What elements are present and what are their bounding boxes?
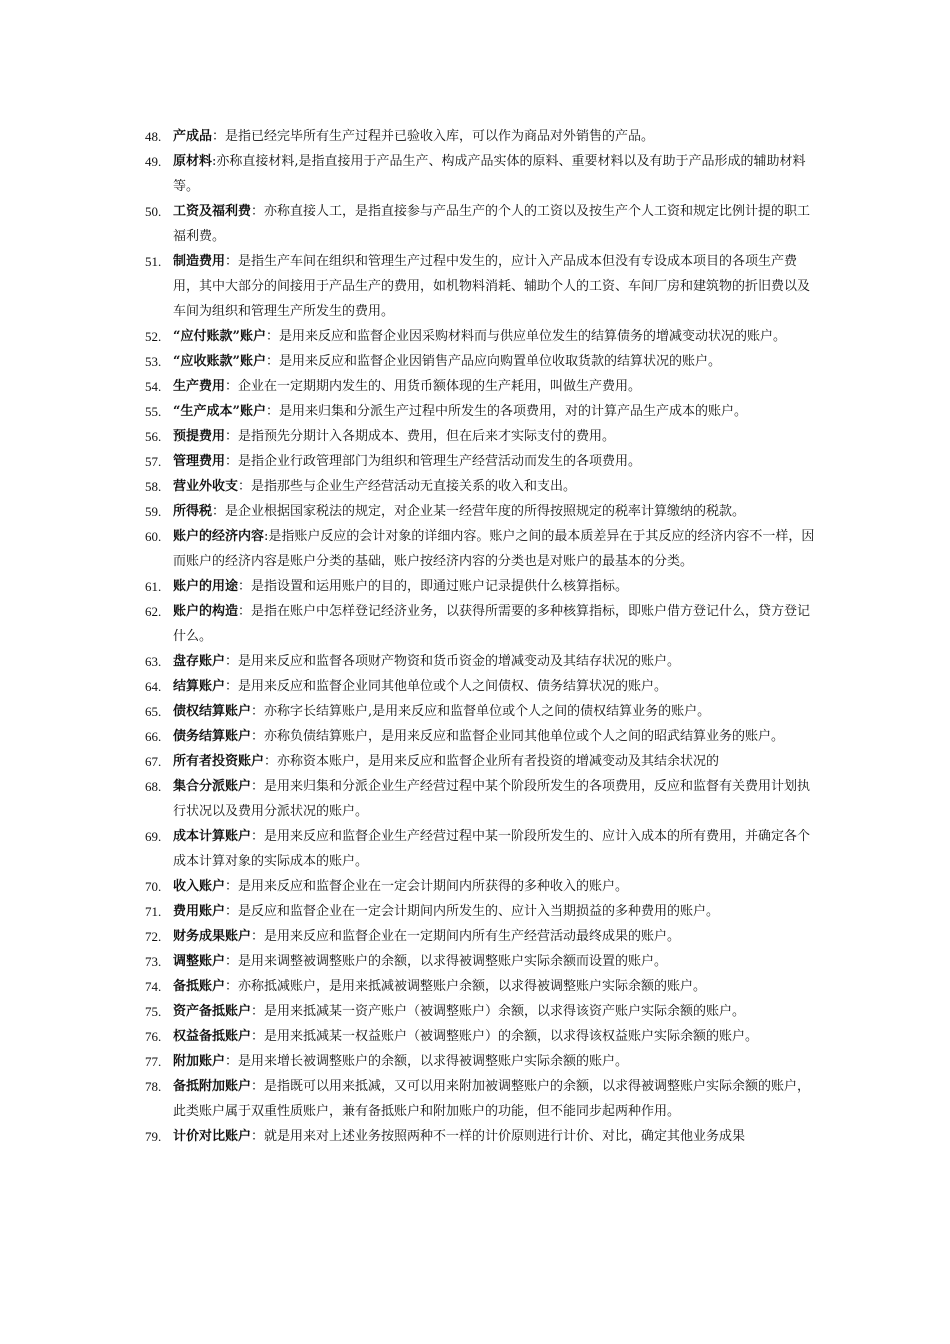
entry-term: 账户的构造	[173, 604, 239, 619]
glossary-entry	[145, 324, 815, 349]
entry-number: 67.	[145, 754, 162, 769]
glossary-entry	[145, 674, 815, 699]
entry-definition: 就是用来对上述业务按照两种不一样的计价原则进行计价、对比，确定其他业务成果	[264, 1129, 746, 1144]
entry-separator: ：	[225, 979, 239, 994]
entry-separator: ：	[212, 504, 226, 519]
glossary-entry	[145, 924, 815, 949]
entry-separator: ：	[225, 679, 239, 694]
entry-number: 79.	[145, 1129, 162, 1144]
entry-definition: 是指那些与企业生产经营活动无直接关系的收入和支出。	[251, 479, 577, 494]
entry-separator: ：	[225, 379, 239, 394]
entry-term: “生产成本”账户	[173, 404, 266, 419]
entry-number: 59.	[145, 504, 162, 519]
entry-term: 生产费用	[173, 379, 226, 394]
entry-separator: ：	[225, 1054, 239, 1069]
entry-term: 所得税	[173, 504, 213, 519]
entry-number: 71.	[145, 904, 162, 919]
glossary-entry	[145, 724, 815, 749]
entry-separator: ：	[238, 579, 252, 594]
entry-definition: 企业在一定期期内发生的、用货币额体现的生产耗用，叫做生产费用。	[238, 379, 642, 394]
entry-separator: ：	[251, 729, 265, 744]
entry-number: 56.	[145, 429, 162, 444]
entry-term: 计价对比账户	[173, 1129, 252, 1144]
entry-definition: 是指设置和运用账户的目的，即通过账户记录提供什么核算指标。	[251, 579, 629, 594]
glossary-entry	[145, 949, 815, 974]
glossary-entry	[145, 149, 815, 199]
entry-definition: 是用来归集和分派企业生产经营过程中某个阶段所发生的各项费用，反应和监督有关费用计划执行状况以及费用分派状况的账户。	[173, 779, 811, 819]
entry-term: 预提费用	[173, 429, 226, 444]
entry-definition: 是指账户反应的会计对象的详细内容。账户之间的最本质差异在于其反应的经济内容不一样，因而账户的经济内容是账户分类的基础，账户按经济内容的分类也是对账户的最基本的分类。	[173, 529, 815, 569]
glossary-entry	[145, 474, 815, 499]
entry-definition: 是用来抵减某一权益账户（被调整账户）的余额，以求得该权益账户实际余额的账户。	[264, 1029, 759, 1044]
entry-term: 原材料	[173, 154, 213, 169]
entry-number: 50.	[145, 204, 162, 219]
entry-term: 工资及福利费	[173, 204, 252, 219]
entry-definition: 是用来归集和分派生产过程中所发生的各项费用，对的计算产品生产成本的账户。	[278, 404, 747, 419]
entry-term: 费用账户	[173, 904, 226, 919]
entry-term: 制造费用	[173, 254, 226, 269]
glossary-entry	[145, 1074, 815, 1124]
entry-term: 权益备抵账户	[173, 1029, 252, 1044]
entry-term: 账户的经济内容	[173, 529, 265, 544]
glossary-entry	[145, 649, 815, 674]
entry-number: 57.	[145, 454, 162, 469]
entry-separator: ：	[251, 1079, 265, 1094]
glossary-entry	[145, 824, 815, 874]
entry-definition: 是指已经完毕所有生产过程并已验收入库，可以作为商品对外销售的产品。	[225, 129, 655, 144]
entry-definition: 是用来反应和监督各项财产物资和货币资金的增减变动及其结存状况的账户。	[238, 654, 681, 669]
entry-definition: 亦称直接人工，是指直接参与产品生产的个人的工资以及按生产个人工资和规定比例计提的职工福利费。	[173, 204, 811, 244]
entry-separator: :	[264, 529, 269, 544]
entry-term: 结算账户	[173, 679, 226, 694]
entry-number: 74.	[145, 979, 162, 994]
entry-number: 77.	[145, 1054, 162, 1069]
entry-term: 盘存账户	[173, 654, 226, 669]
entry-separator: :	[212, 154, 217, 169]
entry-separator: ：	[265, 354, 279, 369]
entry-number: 54.	[145, 379, 162, 394]
entry-separator: ：	[251, 1129, 265, 1144]
entry-term: 债务结算账户	[173, 729, 252, 744]
entry-term: 资产备抵账户	[173, 1004, 252, 1019]
entry-definition: 亦称直接材料,是指直接用于产品生产、构成产品实体的原料、重要材料以及有助于产品形成的辅助材料等。	[173, 154, 806, 194]
glossary-entry	[145, 699, 815, 724]
entry-number: 73.	[145, 954, 162, 969]
glossary-entry	[145, 999, 815, 1024]
entry-number: 70.	[145, 879, 162, 894]
entry-term: 所有者投资账户	[173, 754, 265, 769]
entry-number: 53.	[145, 354, 162, 369]
glossary-entry	[145, 1024, 815, 1049]
entry-separator: ：	[251, 704, 265, 719]
entry-separator: ：	[251, 1029, 265, 1044]
entry-definition: 是指既可以用来抵减，又可以用来附加被调整账户的余额，以求得被调整账户实际余额的账户，此类账户属于双重性质账户，兼有备抵账户和附加账户的功能，但不能同步起两种作用。	[173, 1079, 811, 1119]
entry-term: 财务成果账户	[173, 929, 252, 944]
glossary-entry	[145, 899, 815, 924]
entry-number: 48.	[145, 129, 162, 144]
entry-number: 76.	[145, 1029, 162, 1044]
entry-number: 49.	[145, 154, 162, 169]
entry-term: “应收账款”账户	[173, 354, 266, 369]
entry-number: 66.	[145, 729, 162, 744]
glossary-entry	[145, 249, 815, 324]
entry-separator: ：	[251, 1004, 265, 1019]
glossary-entry	[145, 399, 815, 424]
glossary-entry	[145, 1049, 815, 1074]
entry-separator: ：	[264, 754, 278, 769]
entry-number: 69.	[145, 829, 162, 844]
entry-term: 账户的用途	[173, 579, 239, 594]
entry-term: 附加账户	[173, 1054, 226, 1069]
entry-definition: 是指在账户中怎样登记经济业务，以获得所需要的多种核算指标，即账户借方登记什么，贷方登记什么。	[173, 604, 811, 644]
entry-definition: 是企业根据国家税法的规定，对企业某一经营年度的所得按照规定的税率计算缴纳的税款。	[225, 504, 746, 519]
entry-separator: ：	[225, 254, 239, 269]
entry-term: 管理费用	[173, 454, 226, 469]
entry-separator: ：	[265, 329, 279, 344]
entry-definition: 是用来反应和监督企业生产经营过程中某一阶段所发生的、应计入成本的所有费用，并确定各个成本计算对象的实际成本的账户。	[173, 829, 811, 869]
entry-term: 营业外收支	[173, 479, 239, 494]
glossary-entry	[145, 874, 815, 899]
entry-separator: ：	[265, 404, 279, 419]
entry-number: 78.	[145, 1079, 162, 1094]
entry-definition: 亦称字长结算账户,是用来反应和监督单位或个人之间的债权结算业务的账户。	[264, 704, 711, 719]
entry-term: 收入账户	[173, 879, 226, 894]
entry-term: 成本计算账户	[173, 829, 252, 844]
glossary-entry	[145, 1124, 815, 1149]
entry-definition: 是指企业行政管理部门为组织和管理生产经营活动而发生的各项费用。	[238, 454, 642, 469]
entry-definition: 是用来抵减某一资产账户（被调整账户）余额，以求得该资产账户实际余额的账户。	[264, 1004, 746, 1019]
entry-number: 60.	[145, 529, 162, 544]
glossary-entry	[145, 374, 815, 399]
entry-number: 55.	[145, 404, 162, 419]
glossary-list	[145, 124, 815, 1149]
entry-number: 64.	[145, 679, 162, 694]
entry-number: 61.	[145, 579, 162, 594]
glossary-entry	[145, 449, 815, 474]
entry-number: 75.	[145, 1004, 162, 1019]
entry-number: 62.	[145, 604, 162, 619]
entry-term: 产成品	[173, 129, 213, 144]
glossary-entry	[145, 574, 815, 599]
entry-separator: ：	[225, 879, 239, 894]
entry-definition: 是用来反应和监督企业在一定会计期间内所获得的多种收入的账户。	[238, 879, 629, 894]
entry-definition: 亦称抵减账户，是用来抵减被调整账户余额，以求得被调整账户实际余额的账户。	[238, 979, 707, 994]
glossary-entry	[145, 124, 815, 149]
entry-term: 备抵附加账户	[173, 1079, 252, 1094]
entry-separator: ：	[225, 454, 239, 469]
entry-separator: ：	[225, 904, 239, 919]
entry-separator: ：	[212, 129, 226, 144]
entry-definition: 是用来反应和监督企业在一定期间内所有生产经营活动最终成果的账户。	[264, 929, 681, 944]
entry-separator: ：	[225, 654, 239, 669]
entry-number: 51.	[145, 254, 162, 269]
entry-number: 68.	[145, 779, 162, 794]
entry-definition: 是用来增长被调整账户的余额，以求得被调整账户实际余额的账户。	[238, 1054, 629, 1069]
entry-number: 52.	[145, 329, 162, 344]
glossary-entry	[145, 749, 815, 774]
entry-term: “应付账款”账户	[173, 329, 266, 344]
entry-term: 调整账户	[173, 954, 226, 969]
glossary-entry	[145, 499, 815, 524]
entry-separator: ：	[238, 479, 252, 494]
entry-separator: ：	[238, 604, 252, 619]
entry-definition: 是用来反应和监督企业因采购材料而与供应单位发生的结算债务的增减变动状况的账户。	[278, 329, 786, 344]
glossary-entry	[145, 774, 815, 824]
entry-definition: 是指预先分期计入各期成本、费用，但在后来才实际支付的费用。	[238, 429, 616, 444]
glossary-entry	[145, 349, 815, 374]
entry-definition: 是用来反应和监督企业因销售产品应向购置单位收取货款的结算状况的账户。	[278, 354, 721, 369]
entry-number: 72.	[145, 929, 162, 944]
entry-definition: 是用来调整被调整账户的余额，以求得被调整账户实际余额而设置的账户。	[238, 954, 668, 969]
glossary-entry	[145, 524, 815, 574]
glossary-entry	[145, 424, 815, 449]
entry-term: 备抵账户	[173, 979, 226, 994]
glossary-entry	[145, 199, 815, 249]
entry-number: 65.	[145, 704, 162, 719]
entry-separator: ：	[251, 204, 265, 219]
entry-definition: 是反应和监督企业在一定会计期间内所发生的、应计入当期损益的多种费用的账户。	[238, 904, 720, 919]
entry-term: 债权结算账户	[173, 704, 252, 719]
entry-definition: 亦称负债结算账户，是用来反应和监督企业同其他单位或个人之间的昭武结算业务的账户。	[264, 729, 785, 744]
entry-number: 63.	[145, 654, 162, 669]
entry-term: 集合分派账户	[173, 779, 252, 794]
entry-separator: ：	[251, 829, 265, 844]
entry-definition: 是指生产车间在组织和管理生产过程中发生的，应计入产品成本但没有专设成本项目的各项生产费用，其中大部分的间接用于产品生产的费用，如机物料消耗、辅助个人的工资、车间厂房和建筑物的折旧费以及车间为组织和管理生产所发生的费用。	[173, 254, 811, 319]
entry-separator: ：	[225, 429, 239, 444]
entry-definition: 是用来反应和监督企业同其他单位或个人之间债权、债务结算状况的账户。	[238, 679, 668, 694]
entry-separator: ：	[251, 929, 265, 944]
entry-definition: 亦称资本账户，是用来反应和监督企业所有者投资的增减变动及其结余状况的	[277, 754, 720, 769]
entry-number: 58.	[145, 479, 162, 494]
entry-separator: ：	[251, 779, 265, 794]
entry-separator: ：	[225, 954, 239, 969]
glossary-entry	[145, 974, 815, 999]
glossary-entry	[145, 599, 815, 649]
